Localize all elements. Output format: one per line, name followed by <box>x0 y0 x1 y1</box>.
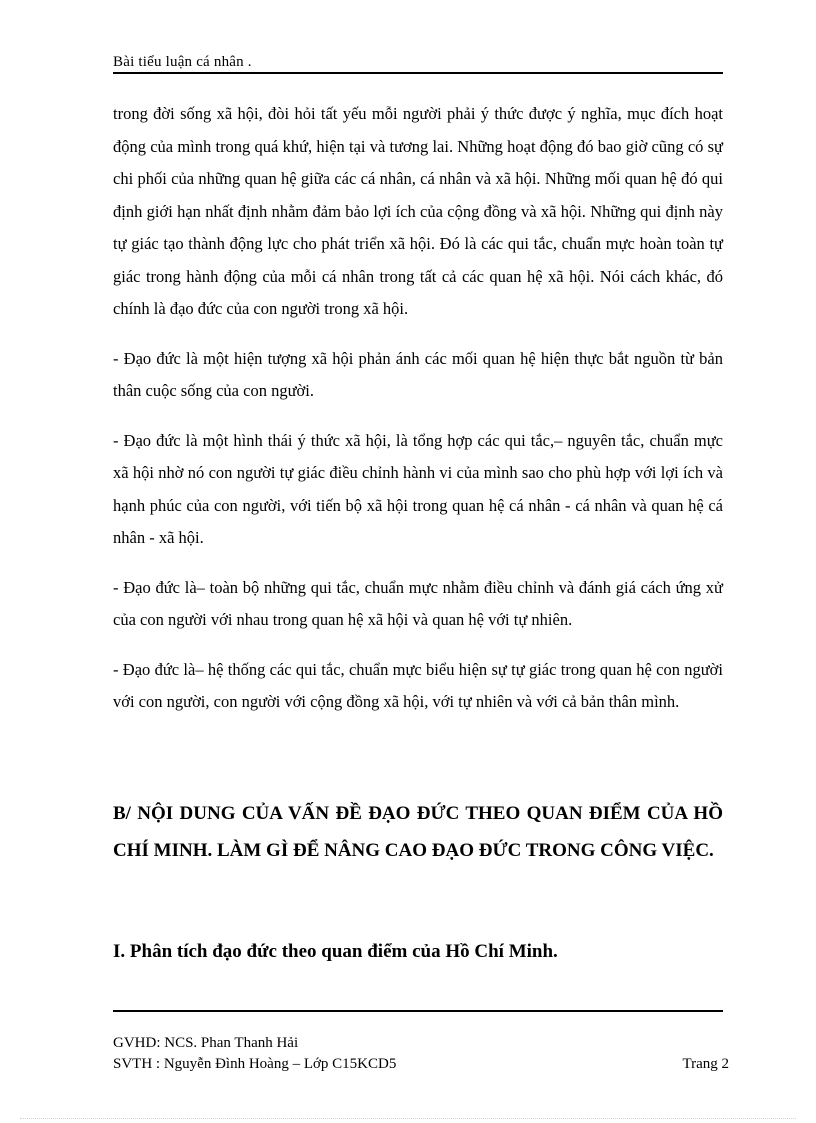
footer-row <box>113 1054 729 1075</box>
page-footer <box>113 1033 729 1075</box>
footer-page-number: Trang 2 <box>682 1056 729 1072</box>
section-heading: B/ NỘI DUNG CỦA VẤN ĐỀ ĐẠO ĐỨC THEO QUAN ĐIỂM CỦA HỒ CHÍ MINH. LÀM GÌ ĐỂ NÂNG CAO ĐẠO ĐỨC TRONG CÔNG VIỆC. <box>113 803 723 861</box>
paragraph-intro: trong đời sống xã hội, đòi hỏi tất yếu mỗi người phải ý thức được ý nghĩa, mục đích hoạt động của mình trong quá khứ, hiện tại và tương lai. Những hoạt động đó bao giờ cũng có sự chi phối của những quan hệ giữa các cá nhân, cá nhân và xã hội. Những mối quan hệ đó qui định giới hạn nhất định nhằm đảm bảo lợi ích của cộng đồng và xã hội. Những qui định này tự giác tạo thành động lực cho phát triển xã hội. Đó là các qui tắc, chuẩn mực hoàn toàn tự giác trong hành động của mỗi cá nhân trong tất cả các quan hệ xã hội. Nói cách khác, đó chính là đạo đức của con người trong xã hội. <box>113 104 723 318</box>
paragraph-definition-4: - Đạo đức là– hệ thống các qui tắc, chuẩn mực biểu hiện sự tự giác trong quan hệ con người với con người, con người với cộng đồng xã hội, với tự nhiên và với cả bản thân mình. <box>113 659 723 711</box>
paragraph-definition-1: - Đạo đức là một hiện tượng xã hội phản ánh các mối quan hệ hiện thực bắt nguồn từ bản thân cuộc sống của con người. <box>113 348 723 400</box>
footer-rule <box>113 1010 723 1012</box>
paragraph-definition-2: - Đạo đức là một hình thái ý thức xã hội, là tổng hợp các qui tắc,– nguyên tắc, chuẩn mực xã hội nhờ nó con người tự giác điều chỉnh hành vi của mình sao cho phù hợp với lợi ích và hạnh phúc của con người, với tiến bộ xã hội trong quan hệ cá nhân - cá nhân và quan hệ cá nhân - xã hội. <box>113 430 723 547</box>
header-rule <box>113 72 723 74</box>
body-text <box>113 98 723 736</box>
page-edge-divider <box>20 1118 796 1119</box>
subsection-heading: I. Phân tích đạo đức theo quan điểm của Hồ Chí Minh. <box>113 941 558 962</box>
page-header-title: Bài tiểu luận cá nhân . <box>113 54 252 70</box>
footer-student: SVTH : Nguyễn Đình Hoàng – Lớp C15KCD5 <box>113 1056 397 1072</box>
paragraph-definition-3: - Đạo đức là– toàn bộ những qui tắc, chuẩn mực nhằm điều chỉnh và đánh giá cách ứng xử của con người với nhau trong quan hệ xã hội và quan hệ với tự nhiên. <box>113 577 723 629</box>
footer-advisor: GVHD: NCS. Phan Thanh Hải <box>113 1035 299 1051</box>
